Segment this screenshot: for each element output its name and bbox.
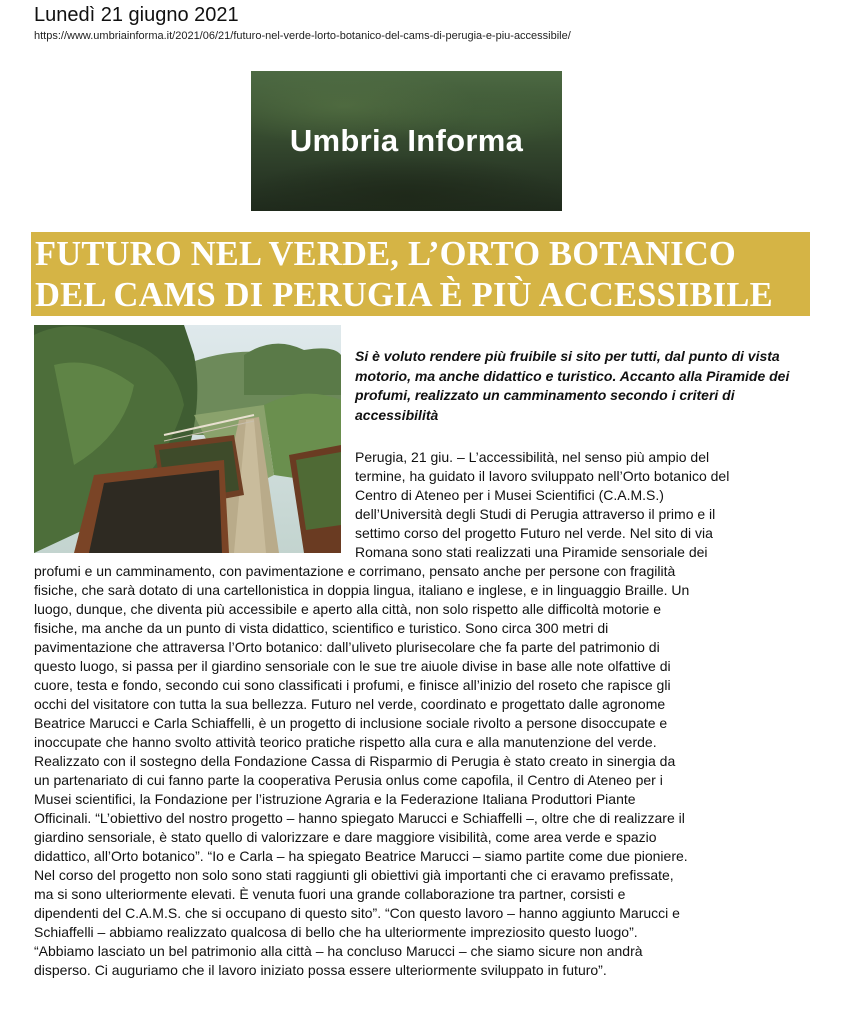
- article-body-line: giardino sensoriale, è stato quello di valorizzare e dare maggiore visibilità, come area verde e spazio: [34, 829, 657, 845]
- garden-photo-illustration: [34, 325, 341, 553]
- article-body-line: Musei scientifici, la Fondazione per l’istruzione Agraria e la Federazione Italiana Produttori Piante: [34, 791, 636, 807]
- article-body-line: “Abbiamo lasciato un bel patrimonio alla città – ha concluso Marucci – che siamo sicure non andrà: [34, 943, 643, 959]
- article-body-line: dell’Università degli Studi di Perugia attraverso il primo e il: [355, 506, 716, 522]
- site-logo-banner: [251, 71, 562, 211]
- article-body-line: inoccupate che hanno svolto attività teorico pratiche rispetto alla cura e alla manutenzione del verde.: [34, 734, 657, 750]
- article-body-line: pavimentazione che attraversa l’Orto botanico: dall’uliveto plurisecolare che fa parte del patrimonio di: [34, 639, 660, 655]
- article-body-line: Beatrice Marucci e Carla Schiaffelli, è un progetto di inclusione sociale rivolto a persone disoccupate e: [34, 715, 668, 731]
- article-body-line: dipendenti del C.A.M.S. che si occupano di questo sito”. “Con questo lavoro – hanno aggiunto Marucci e: [34, 905, 680, 921]
- article-title-line: FUTURO NEL VERDE, L’ORTO BOTANICO: [35, 235, 736, 273]
- article-body-line: fisiche, ma anche da un punto di vista didattico, scientifico e turistico. Sono circa 300 metri di: [34, 620, 609, 636]
- article-body-line: Perugia, 21 giu. – L’accessibilità, nel senso più ampio del: [355, 449, 710, 465]
- article-body-line: settimo corso del progetto Futuro nel verde. Nel sito di via: [355, 525, 713, 541]
- article-body-line: didattico, all’Orto botanico”. “Io e Carla – ha spiegato Beatrice Marucci – siamo partite come due pioniere.: [34, 848, 688, 864]
- article-body-line: disperso. Ci auguriamo che il lavoro iniziato possa essere ulteriormente sviluppato in futuro”.: [34, 962, 607, 978]
- article-body-line: Centro di Ateneo per i Musei Scientifici (C.A.M.S.): [355, 487, 664, 503]
- article-body-line: Realizzato con il sostegno della Fondazione Cassa di Risparmio di Perugia è stato creato in sinergia da: [34, 753, 676, 769]
- publication-date: Lunedì 21 giugno 2021: [34, 4, 239, 26]
- article-body-line: Nel corso del progetto non solo sono stati raggiunti gli obiettivi già importanti che ci eravamo prefissate,: [34, 867, 674, 883]
- article-body-line: Officinali. “L’obiettivo del nostro progetto – hanno spiegato Marucci e Schiaffelli –, oltre che di realizzare il: [34, 810, 685, 826]
- article-body-line: luogo, dunque, che diventa più accessibile e aperto alla città, non solo rispetto alle difficoltà motorie e: [34, 601, 662, 617]
- article-body-line: Romana sono stati realizzati una Piramide sensoriale dei: [355, 544, 708, 560]
- source-url[interactable]: https://www.umbriainforma.it/2021/06/21/futuro-nel-verde-lorto-botanico-del-cams-di-perugia-e-piu-accessibile/: [34, 30, 571, 42]
- article-photo-garden: [34, 325, 341, 553]
- article-body-line: occhi del visitatore con tutta la sua bellezza. Futuro nel verde, coordinato e progettato dalle agronome: [34, 696, 666, 712]
- article-body-line: Schiaffelli – abbiamo realizzato qualcosa di bello che ha ulteriormente impreziosito questo luogo”.: [34, 924, 638, 940]
- article-lead: Si è voluto rendere più fruibile si sito per tutti, dal punto di vista motorio, ma anche didattico e turistico. Accanto alla Piramide dei profumi, realizzato un camminamento secondo i criteri di accessibilità: [355, 348, 790, 423]
- article-body-line: un partenariato di cui fanno parte la cooperativa Perusia onlus come capofila, il Centro di Ateneo per i: [34, 772, 663, 788]
- article-body-line: termine, ha guidato il lavoro sviluppato nell’Orto botanico del: [355, 468, 730, 484]
- article-body-line: fisiche, che sarà dotato di una cartellonistica in doppia lingua, italiano e inglese, e in linguaggio Braille. Un: [34, 582, 690, 598]
- article-body-line: ma si sono ulteriormente elevati. È venuta fuori una grande collaborazione tra partner, corsisti e: [34, 886, 626, 902]
- article-body-line: profumi e un camminamento, con pavimentazione e corrimano, pensato anche per persone con fragilità: [34, 563, 676, 579]
- article-title-line: DEL CAMS DI PERUGIA È PIÙ ACCESSIBILE: [35, 276, 773, 314]
- site-logo-text: Umbria Informa: [289, 123, 524, 158]
- article-title: [31, 232, 810, 316]
- article-body-line: questo luogo, si passa per il giardino sensoriale con le sue tre aiuole divise in base alle note olfattive di: [34, 658, 671, 674]
- article-body-line: cuore, testa e fondo, secondo cui sono classificati i profumi, e finisce all’inizio del roseto che rapisce gli: [34, 677, 671, 693]
